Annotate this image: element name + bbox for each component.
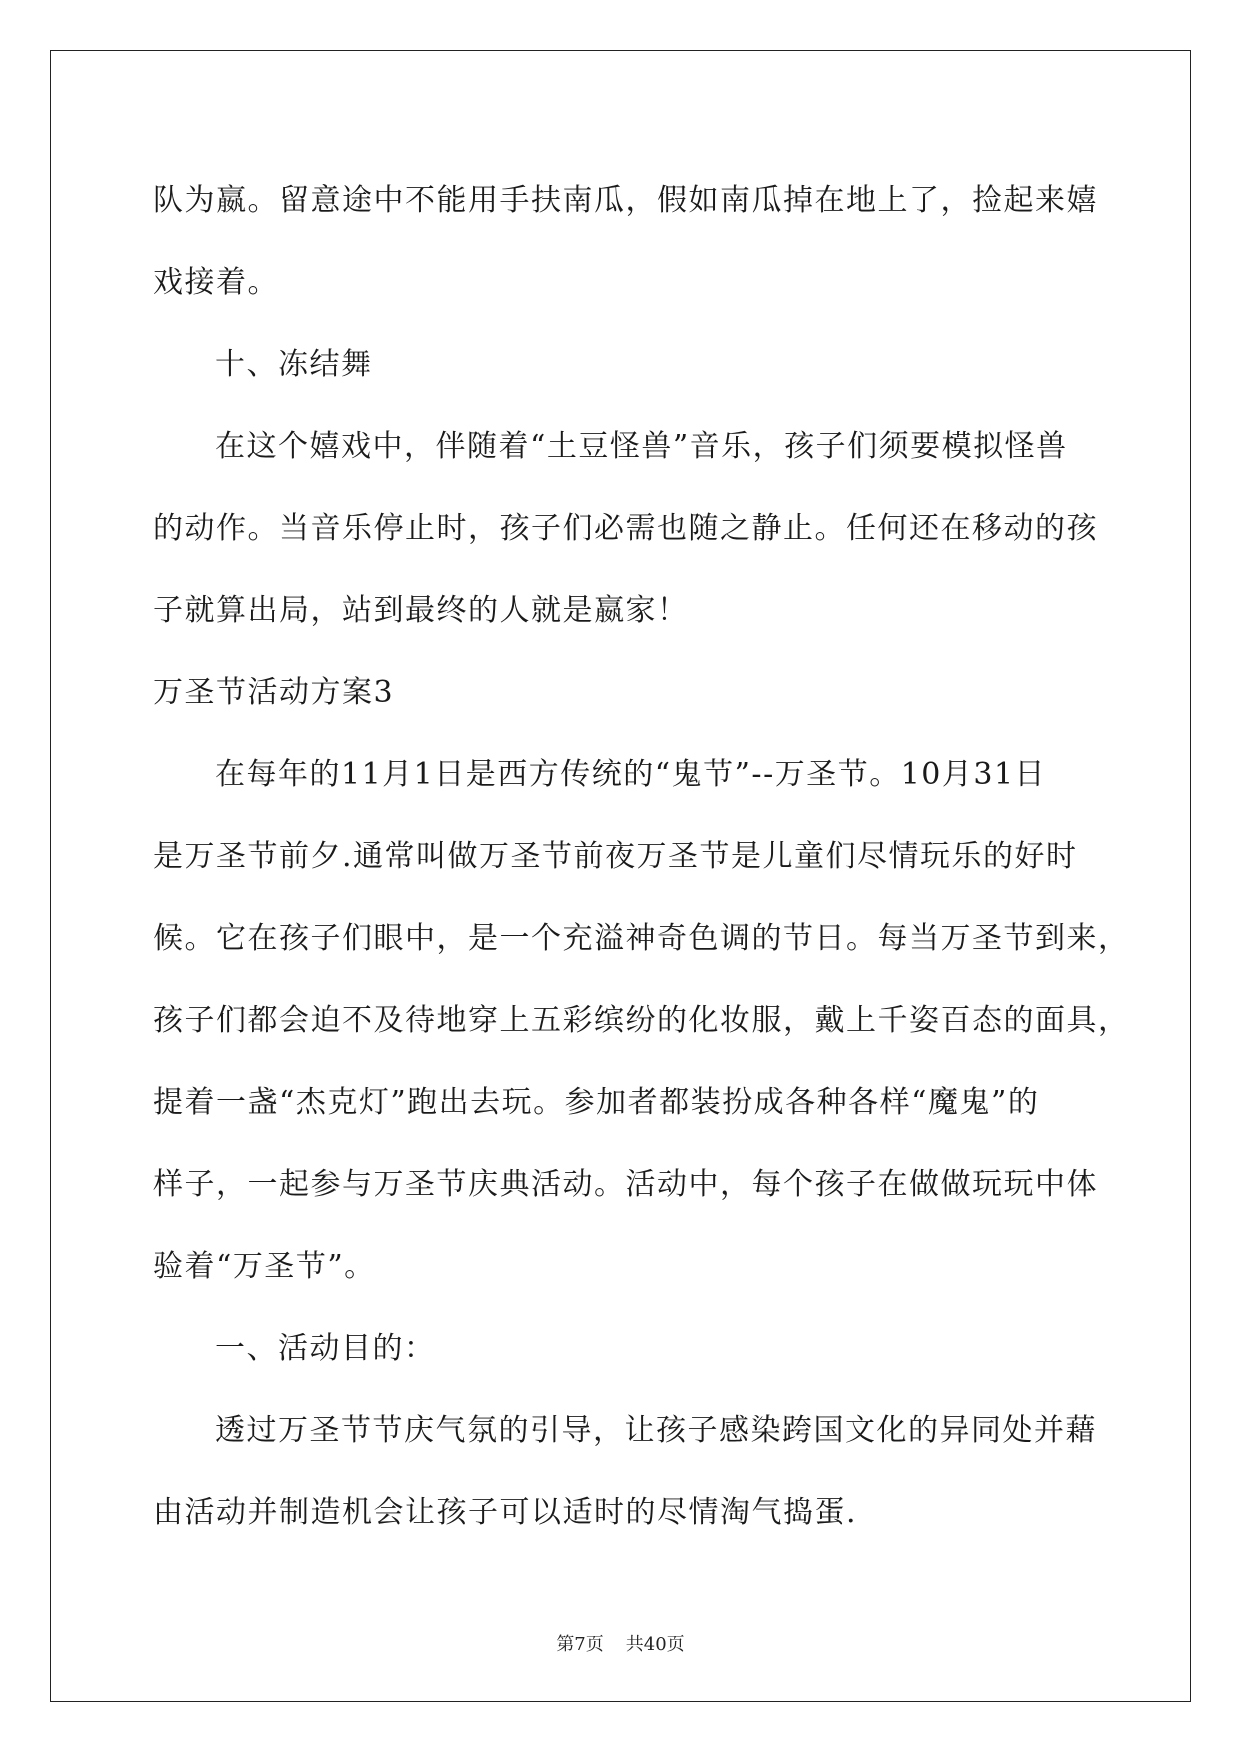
text-line-17: 由活动并制造机会让孩子可以适时的尽情淘气捣蛋. [153,1495,858,1530]
text-line-4: 在这个嬉戏中，伴随着“土豆怪兽”音乐，孩子们须要模拟怪兽 [215,429,1068,464]
text-line-12: 提着一盏“杰克灯”跑出去玩。参加者都装扮成各种各样“魔鬼”的 [153,1085,1040,1120]
text-line-13: 样子，一起参与万圣节庆典活动。活动中，每个孩子在做做玩玩中体 [153,1167,1098,1202]
document-body [153,160,1130,1554]
text-line-5: 的动作。当音乐停止时，孩子们必需也随之静止。任何还在移动的孩 [153,511,1098,546]
text-line-1: 队为嬴。留意途中不能用手扶南瓜，假如南瓜掉在地上了，捡起来嬉 [153,183,1098,218]
text-line-6: 子就算出局，站到最终的人就是嬴家！ [153,593,689,628]
page-number: 第7页 [556,1634,604,1655]
page-footer [0,1633,1241,1657]
text-line-8: 在每年的11月1日是西方传统的“鬼节”--万圣节。10月31日 [215,757,1047,792]
text-line-2: 戏接着。 [153,265,279,300]
text-line-16: 透过万圣节节庆气氛的引导，让孩子感染跨国文化的异同处并藉 [215,1413,1097,1448]
section-heading-activity-goal: 一、活动目的： [215,1331,436,1366]
page-total: 共40页 [625,1634,685,1655]
article-title: 万圣节活动方案3 [153,675,395,710]
text-line-9: 是万圣节前夕.通常叫做万圣节前夜万圣节是儿童们尽情玩乐的好时 [153,839,1078,874]
text-line-11: 孩子们都会迫不及待地穿上五彩缤纷的化妆服，戴上千姿百态的面具， [153,1003,1130,1038]
section-heading-freeze-dance: 十、冻结舞 [215,347,373,382]
text-line-10: 候。它在孩子们眼中，是一个充溢神奇色调的节日。每当万圣节到来， [153,921,1130,956]
text-line-14: 验着“万圣节”。 [153,1249,376,1284]
